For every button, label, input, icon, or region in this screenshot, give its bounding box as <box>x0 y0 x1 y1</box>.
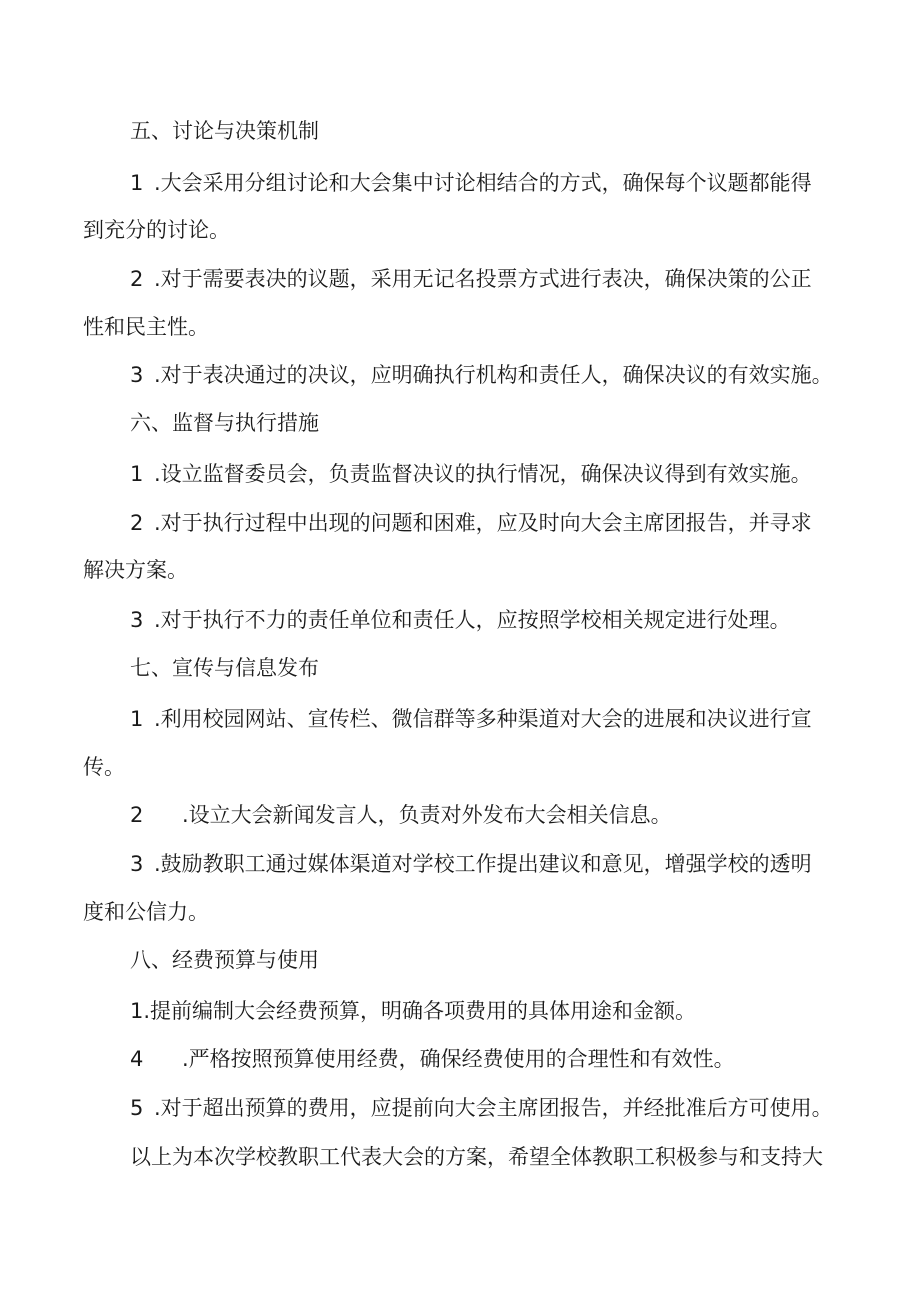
item-text: .大会采用分组讨论和大会集中讨论相结合的方式，确保每个议题都能得 <box>154 171 812 195</box>
item-number: 4 <box>130 1047 144 1071</box>
section-heading-7: 七、宣传与信息发布 <box>130 656 319 680</box>
item-text: .提前编制大会经费预算，明确各项费用的具体用途和金额。 <box>143 999 697 1023</box>
list-item-6-2-cont: 解决方案。 <box>83 558 188 582</box>
item-text: .对于需要表决的议题，采用无记名投票方式进行表决，确保决策的公正 <box>154 267 812 291</box>
item-text: .对于执行过程中出现的问题和困难，应及时向大会主席团报告，并寻求 <box>154 511 812 535</box>
list-item-8-3 <box>130 1095 833 1121</box>
list-item-7-2 <box>130 802 672 828</box>
list-item-8-1 <box>130 998 696 1024</box>
item-number: 3 <box>130 852 144 876</box>
item-number: 3 <box>130 363 144 387</box>
item-text: .对于表决通过的决议，应明确执行机构和责任人，确保决议的有效实施。 <box>154 363 833 387</box>
item-number: 1 <box>130 999 144 1023</box>
item-number: 5 <box>130 1096 144 1120</box>
item-text: .设立监督委员会，负责监督决议的执行情况，确保决议得到有效实施。 <box>154 462 812 486</box>
item-text: .严格按照预算使用经费，确保经费使用的合理性和有效性。 <box>182 1047 735 1071</box>
list-item-6-1 <box>130 461 812 487</box>
item-number: 1 <box>130 707 144 731</box>
list-item-6-3 <box>130 607 791 633</box>
list-item-5-3 <box>130 362 833 388</box>
item-number: 2 <box>130 267 144 291</box>
list-item-5-1 <box>130 170 812 196</box>
list-item-7-3 <box>130 851 812 877</box>
section-heading-6: 六、监督与执行措施 <box>130 411 319 435</box>
list-item-6-2 <box>130 510 812 536</box>
section-heading-8: 八、经费预算与使用 <box>130 948 319 972</box>
section-heading-5: 五、讨论与决策机制 <box>130 119 319 143</box>
list-item-5-2 <box>130 266 812 292</box>
list-item-5-1-cont: 到充分的讨论。 <box>83 218 230 242</box>
item-text: .设立大会新闻发言人，负责对外发布大会相关信息。 <box>182 803 672 827</box>
list-item-8-2 <box>130 1046 735 1072</box>
item-number: 1 <box>130 462 144 486</box>
item-text: .鼓励教职工通过媒体渠道对学校工作提出建议和意见，增强学校的透明 <box>154 852 812 876</box>
list-item-5-2-cont: 性和民主性。 <box>83 315 209 339</box>
item-text: .对于执行不力的责任单位和责任人，应按照学校相关规定进行处理。 <box>154 608 791 632</box>
item-number: 2 <box>130 511 144 535</box>
item-text: .利用校园网站、宣传栏、微信群等多种渠道对大会的进展和决议进行宣 <box>154 707 812 731</box>
item-number: 3 <box>130 608 144 632</box>
list-item-7-1 <box>130 706 812 732</box>
list-item-7-3-cont: 度和公信力。 <box>83 900 209 924</box>
item-text: .对于超出预算的费用，应提前向大会主席团报告，并经批准后方可使用。 <box>154 1096 833 1120</box>
list-item-7-1-cont: 传。 <box>83 755 125 779</box>
item-number: 2 <box>130 803 144 827</box>
closing-paragraph: 以上为本次学校教职工代表大会的方案，希望全体教职工积极参与和支持大 <box>130 1145 823 1169</box>
item-number: 1 <box>130 171 144 195</box>
